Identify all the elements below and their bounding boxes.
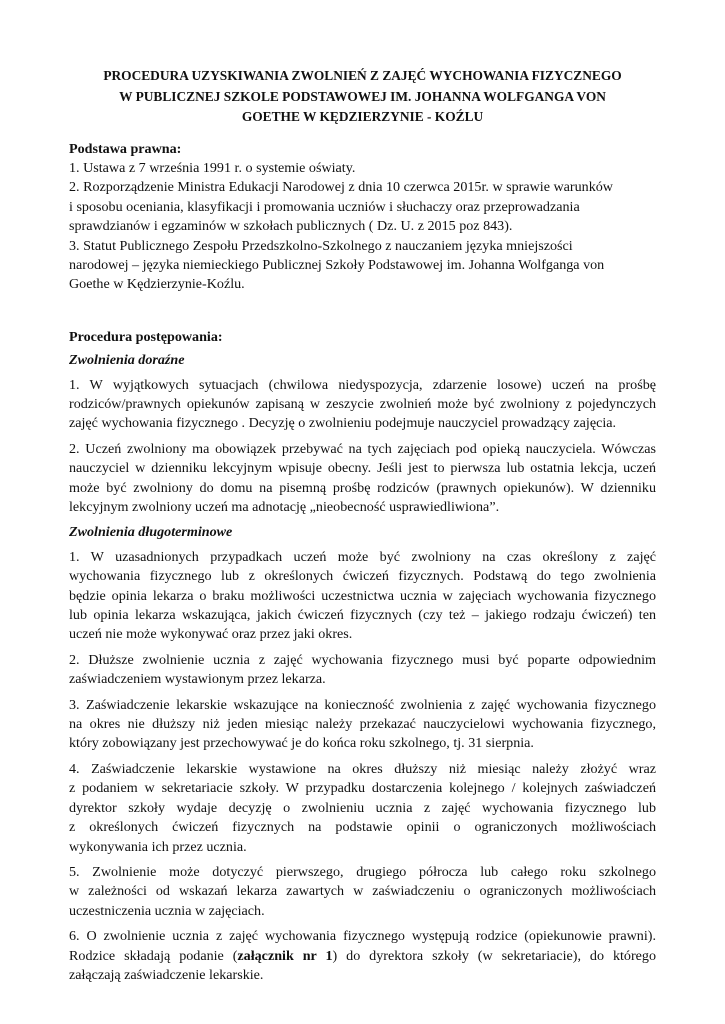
- paragraph-line: na okres nie dłuższy niż jeden miesiąc należy przekazać nauczycielowi wychowania fizycznego,: [69, 716, 656, 733]
- paragraph-line: z określonych ćwiczeń fizycznych na podstawie opinii o ograniczonych możliwościach: [69, 819, 656, 836]
- document-title: [69, 66, 656, 128]
- paragraph-line: z podaniem w sekretariacie szkoły. W przypadku dostarczenia kolejnego / kolejnych zaświadczeń: [69, 780, 656, 797]
- paragraph-line: w zależności od wskazań lekarza zawartych w zaświadczeniu o ograniczonych możliwościach: [69, 883, 656, 900]
- paragraph-line: 3. Zaświadczenie lekarskie wskazujące na konieczność zwolnienia z zajęć wychowania fizycznego: [69, 696, 656, 713]
- paragraph-line: uczeń nie może wykonywać oraz przez jaki okres.: [69, 626, 353, 643]
- legal-item-1: 1. Ustawa z 7 września 1991 r. o systemie oświaty.: [69, 159, 356, 176]
- legal-item-2-line-3: sprawdzianów i egzaminów w szkołach publicznych ( Dz. U. z 2015 poz 843).: [69, 218, 513, 235]
- paragraph-line: zajęć wychowania fizycznego . Decyzję o zwolnieniu podejmuje nauczyciel prowadzący zajęcia.: [69, 415, 617, 432]
- paragraph-line: będzie opinia lekarza o braku możliwości uczestnictwa ucznia w zajęciach wychowania fizycznego: [69, 587, 656, 604]
- legal-item-3-line-2: narodowej – języka niemieckiego Publicznej Szkoły Podstawowej im. Johanna Wolfganga von: [69, 256, 605, 273]
- title-line-3: GOETHE W KĘDZIERZYNIE - KOŹLU: [241, 109, 484, 124]
- title-line-1: PROCEDURA UZYSKIWANIA ZWOLNIEŃ Z ZAJĘĆ WYCHOWANIA FIZYCZNEGO: [103, 68, 622, 83]
- paragraph-line: wychowania fizycznego lub z określonych ćwiczeń fizycznych. Podstawą do tego zwolnienia: [69, 568, 656, 585]
- longterm-paragraph-3: [69, 696, 656, 754]
- paragraph-line: załączają zaświadczenie lekarskie.: [69, 966, 264, 983]
- paragraph-line: lub opinia lekarza wskazująca, jakich ćwiczeń fizycznych (czy też – jakiego rodzaju ćwiczeń) ten: [69, 607, 656, 624]
- paragraph-line: może być zwolniony do domu na pisemną prośbę rodziców (prawnych opiekunów). W dzienniku: [69, 479, 656, 496]
- temporary-exemptions-heading: Zwolnienia doraźne: [69, 352, 185, 369]
- longterm-paragraph-1: [69, 548, 656, 645]
- paragraph-line: uczestniczenia ucznia w zajęciach.: [69, 902, 265, 919]
- paragraph-line: 5. Zwolnienie może dotyczyć pierwszego, drugiego półrocza lub całego roku szkolnego: [69, 863, 656, 880]
- paragraph-line: 1. W uzasadnionych przypadkach uczeń może być zwolniony na czas określony z zajęć: [69, 548, 656, 565]
- legal-item-2-line-1: 2. Rozporządzenie Ministra Edukacji Narodowej z dnia 10 czerwca 2015r. w sprawie warunków: [69, 179, 613, 196]
- paragraph-line: lekcyjnym zwolniony uczeń ma adnotację „nieobecność usprawiedliwiona”.: [69, 499, 500, 515]
- paragraph-line: nauczyciel w dzienniku lekcyjnym wpisuje obecny. Jeśli jest to pierwsza lub ostatnia lekcja, uczeń: [69, 460, 656, 477]
- text-fragment: Rodzice składają podanie (: [69, 947, 238, 964]
- paragraph-line: który zobowiązany jest przechowywać je do końca roku szkolnego, tj. 31 sierpnia.: [69, 735, 534, 752]
- paragraph-line: dyrektor szkoły wydaje decyzję o zwolnieniu ucznia z zajęć wychowania fizycznego lub: [69, 799, 656, 816]
- legal-item-2-line-2: i sposobu oceniania, klasyfikacji i promowania uczniów i słuchaczy oraz przeprowadzania: [69, 198, 580, 215]
- text-fragment: ) do dyrektora szkoły (w sekretariacie), do którego: [332, 947, 656, 964]
- temporary-paragraph-2: [69, 440, 656, 518]
- paragraph-line: 4. Zaświadczenie lekarskie wystawione na okres dłuższy niż miesiąc należy złożyć wraz: [69, 760, 656, 777]
- paragraph-line: 1. W wyjątkowych sytuacjach (chwilowa niedyspozycja, zdarzenie losowe) uczeń na prośbę: [69, 376, 656, 393]
- temporary-paragraph-1: [69, 376, 656, 434]
- legal-basis-heading: Podstawa prawna:: [69, 140, 182, 157]
- longterm-paragraph-4: [69, 760, 656, 857]
- legal-item-3-line-1: 3. Statut Publicznego Zespołu Przedszkolno-Szkolnego z nauczaniem języka mniejszości: [69, 237, 573, 254]
- legal-item-3-line-3: Goethe w Kędzierzynie-Koźlu.: [69, 276, 245, 293]
- paragraph-line-with-attachment-ref: [69, 947, 656, 966]
- paragraph-line: 2. Uczeń zwolniony ma obowiązek przebywać na tych zajęciach pod opieką nauczyciela. Wówczas: [69, 440, 656, 457]
- paragraph-line: wykonywania ich przez ucznia.: [69, 838, 247, 855]
- longterm-paragraph-6: [69, 927, 656, 985]
- paragraph-line: 2. Dłuższe zwolnienie ucznia z zajęć wychowania fizycznego musi być poparte odpowiednim: [69, 651, 656, 668]
- paragraph-line: 6. O zwolnienie ucznia z zajęć wychowania fizycznego występują rodzice (opiekunowie prawni).: [69, 928, 656, 945]
- title-line-2: W PUBLICZNEJ SZKOLE PODSTAWOWEJ IM. JOHANNA WOLFGANGA VON: [119, 88, 606, 104]
- procedure-heading: Procedura postępowania:: [69, 328, 223, 345]
- longterm-paragraph-2: [69, 651, 656, 690]
- legal-basis-section: [69, 140, 656, 295]
- paragraph-line: zaświadczeniem wystawionym przez lekarza.: [69, 671, 326, 688]
- paragraph-line: rodziców/prawnych opiekunów zapisaną w zeszycie zwolnień może być zwolniony z pojedynczych: [69, 395, 656, 412]
- longterm-exemptions-heading: Zwolnienia długoterminowe: [69, 524, 233, 541]
- longterm-paragraph-5: [69, 863, 656, 921]
- attachment-reference: załącznik nr 1: [237, 947, 333, 964]
